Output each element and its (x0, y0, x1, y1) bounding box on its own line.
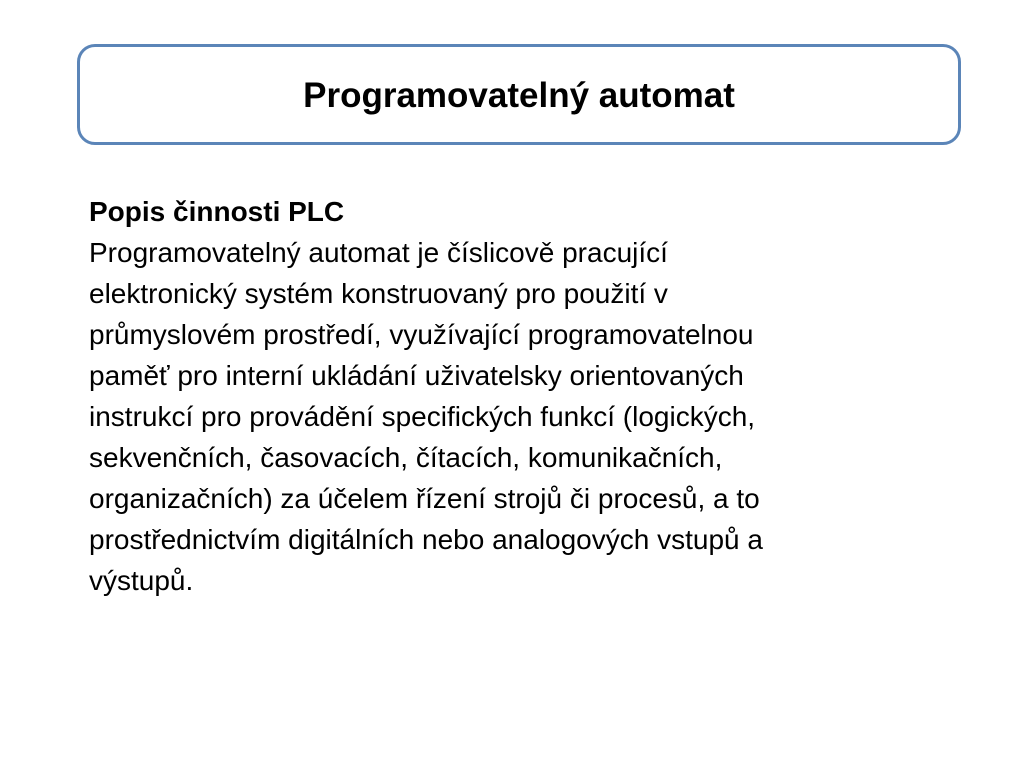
body-line-4: paměť pro interní ukládání uživatelsky orientovaných (89, 360, 744, 391)
body-line-8: prostřednictvím digitálních nebo analogových vstupů a (89, 524, 763, 555)
section-heading: Popis činnosti PLC (89, 196, 345, 227)
body-line-9: výstupů. (89, 565, 194, 596)
title-box (77, 44, 961, 145)
body-line-2: elektronický systém konstruovaný pro použití v (89, 278, 668, 309)
body-line-1: Programovatelný automat je číslicově pracující (89, 237, 668, 268)
slide-content (89, 191, 949, 601)
body-line-5: instrukcí pro provádění specifických funkcí (logických, (89, 401, 756, 432)
body-line-7: organizačních) za účelem řízení strojů či procesů, a to (89, 483, 760, 514)
body-line-3: průmyslovém prostředí, využívající programovatelnou (89, 319, 754, 350)
body-line-6: sekvenčních, časovacích, čítacích, komunikačních, (89, 442, 723, 473)
slide-title: Programovatelný automat (303, 76, 735, 115)
